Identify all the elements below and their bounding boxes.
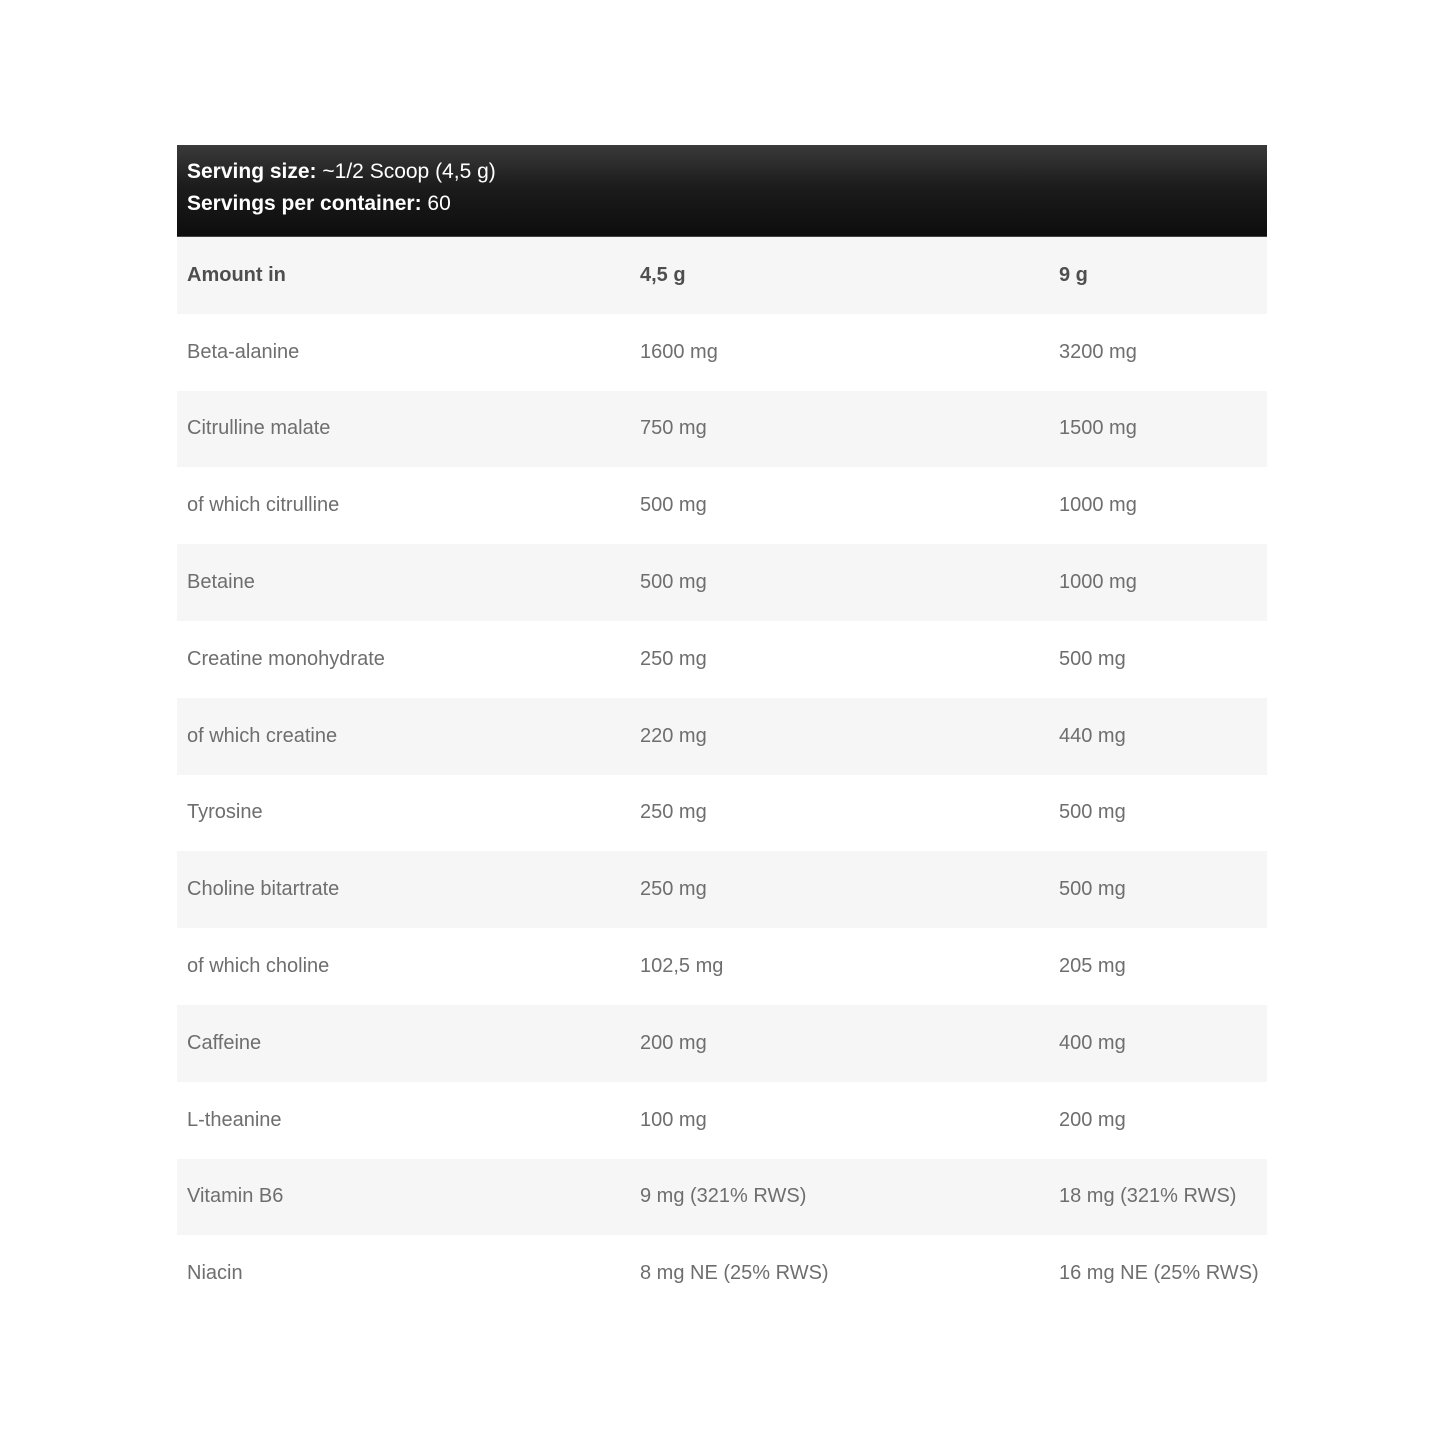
half-dose-amount-cell: 250 mg bbox=[640, 647, 707, 670]
serving-size-label: Serving size: bbox=[187, 160, 317, 183]
table-row bbox=[177, 467, 1267, 544]
servings-per-container-label: Servings per container: bbox=[187, 192, 422, 215]
full-dose-amount-cell: 1000 mg bbox=[1059, 494, 1137, 517]
table-row bbox=[177, 621, 1267, 698]
ingredient-name-cell: Citrulline malate bbox=[187, 417, 331, 440]
table-row bbox=[177, 1005, 1267, 1082]
servings-per-container-value: 60 bbox=[421, 192, 451, 215]
full-dose-amount-cell: 18 mg (321% RWS) bbox=[1059, 1185, 1237, 1208]
full-dose-amount-cell: 3200 mg bbox=[1059, 340, 1137, 363]
ingredient-name-cell: L-theanine bbox=[187, 1108, 282, 1131]
full-dose-amount-cell: 200 mg bbox=[1059, 1108, 1126, 1131]
half-dose-amount-cell: 250 mg bbox=[640, 878, 707, 901]
full-dose-amount-cell: 500 mg bbox=[1059, 647, 1126, 670]
ingredient-name-cell: of which choline bbox=[187, 955, 330, 978]
column-header-amount-in: Amount in bbox=[187, 263, 286, 286]
half-dose-amount-cell: 500 mg bbox=[640, 571, 707, 594]
ingredient-name-cell: Beta-alanine bbox=[187, 340, 300, 363]
ingredient-name-cell: of which creatine bbox=[187, 724, 338, 747]
half-dose-amount-cell: 750 mg bbox=[640, 417, 707, 440]
serving-size-value: ~1/2 Scoop (4,5 g) bbox=[316, 160, 496, 183]
full-dose-amount-cell: 1500 mg bbox=[1059, 417, 1137, 440]
full-dose-amount-cell: 500 mg bbox=[1059, 878, 1126, 901]
table-row bbox=[177, 698, 1267, 775]
table-header-row bbox=[177, 237, 1267, 314]
half-dose-amount-cell: 100 mg bbox=[640, 1108, 707, 1131]
half-dose-amount-cell: 102,5 mg bbox=[640, 955, 724, 978]
ingredient-name-cell: Choline bitartrate bbox=[187, 878, 340, 901]
servings-per-container-line bbox=[187, 188, 1257, 220]
full-dose-amount-cell: 400 mg bbox=[1059, 1031, 1126, 1054]
serving-info-header bbox=[177, 145, 1267, 237]
table-row bbox=[177, 391, 1267, 468]
full-dose-amount-cell: 205 mg bbox=[1059, 955, 1126, 978]
serving-size-line bbox=[187, 156, 1257, 188]
table-row bbox=[177, 1159, 1267, 1236]
full-dose-amount-cell: 500 mg bbox=[1059, 801, 1126, 824]
table-row bbox=[177, 544, 1267, 621]
ingredient-name-cell: Betaine bbox=[187, 571, 255, 594]
half-dose-amount-cell: 1600 mg bbox=[640, 340, 718, 363]
full-dose-amount-cell: 440 mg bbox=[1059, 724, 1126, 747]
nutrition-table bbox=[177, 237, 1267, 1312]
half-dose-amount-cell: 200 mg bbox=[640, 1031, 707, 1054]
ingredient-name-cell: Tyrosine bbox=[187, 801, 263, 824]
column-header-full-dose: 9 g bbox=[1059, 263, 1088, 286]
table-row bbox=[177, 775, 1267, 852]
ingredient-name-cell: Caffeine bbox=[187, 1031, 262, 1054]
column-header-half-dose: 4,5 g bbox=[640, 263, 686, 286]
nutrition-panel bbox=[177, 145, 1267, 1312]
half-dose-amount-cell: 9 mg (321% RWS) bbox=[640, 1185, 807, 1208]
table-body bbox=[177, 314, 1267, 1312]
ingredient-name-cell: of which citrulline bbox=[187, 494, 340, 517]
ingredient-name-cell: Creatine monohydrate bbox=[187, 647, 385, 670]
table-row bbox=[177, 1082, 1267, 1159]
full-dose-amount-cell: 16 mg NE (25% RWS) bbox=[1059, 1262, 1259, 1285]
table-row bbox=[177, 1235, 1267, 1312]
table-row bbox=[177, 851, 1267, 928]
ingredient-name-cell: Vitamin B6 bbox=[187, 1185, 284, 1208]
half-dose-amount-cell: 250 mg bbox=[640, 801, 707, 824]
table-row bbox=[177, 314, 1267, 391]
table-row bbox=[177, 928, 1267, 1005]
full-dose-amount-cell: 1000 mg bbox=[1059, 571, 1137, 594]
ingredient-name-cell: Niacin bbox=[187, 1262, 243, 1285]
half-dose-amount-cell: 8 mg NE (25% RWS) bbox=[640, 1262, 829, 1285]
half-dose-amount-cell: 220 mg bbox=[640, 724, 707, 747]
half-dose-amount-cell: 500 mg bbox=[640, 494, 707, 517]
